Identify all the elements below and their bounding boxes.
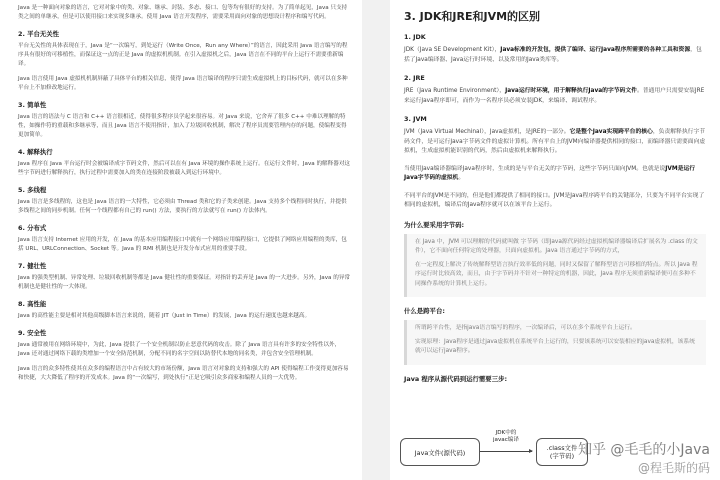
left-section-heading: 8. 高性能 (18, 300, 47, 308)
left-section-paragraph: Java 语言的众多特性使其在众多的编程语言中占有较大的市场份额，Java 语言对对象的支持和强大的 API 使得编程工作变得更加容易和快捷，大大降低了程序的开发成本。Java 的“一次编写，到处执行”正是它吸引众多商家和编程人员的一大优势。 (18, 366, 349, 381)
cross-platform-heading: 什么是跨平台: (404, 307, 445, 315)
class-file-box: .class文件 (字节码) (536, 438, 588, 466)
jvm-paragraph-3: 不同平台的JVM是不同的，但是他们都提供了相同的接口。JVM是Java程序跨平台的关键部分，只要为不同平台实现了相同的虚拟机，编译后的Java程序就可以在该平台上运行。 (404, 192, 705, 208)
column-divider (362, 0, 390, 480)
left-sections (18, 29, 352, 383)
left-section-heading: 9. 安全性 (18, 329, 47, 337)
left-section-paragraph: Java 语言支持 Internet 应用的开发，在 Java 的基本应用编程接口中就有一个网络应用编程接口，它提供了网络应用编程的类库，包括 URL、URLConnection、Socket 等。Java 的 RMI 机制也是开发分布式应用的重要手段。 (18, 237, 347, 252)
left-section-heading: 4. 解释执行 (18, 148, 53, 156)
watermark-line-1: 知乎 @毛毛的小Java (577, 442, 710, 458)
why-bytecode-quote (404, 234, 706, 298)
left-section-heading: 6. 分布式 (18, 224, 47, 232)
left-section-heading: 7. 健壮性 (18, 262, 47, 270)
source-file-box: Java文件(源代码) (400, 438, 480, 466)
javac-label: JDK中的 javac编译 (493, 430, 519, 443)
left-section-paragraph: 平台无关性的具体表现在于，Java 是“一次编写，到处运行（Write Once，Run any Where）”的语言，因此采用 Java 语言编写的程序具有很好的可移植性，而保证这一点的正是 Java 的虚拟机机制。在引入虚拟机之后，Java 语言在不同的平台上运行不需要重新编译。 (18, 43, 348, 67)
watermark (578, 439, 710, 476)
jdk-heading: 1. JDK (404, 33, 426, 41)
left-section-paragraph: Java 通常被用在网络环境中，为此，Java 提供了一个安全机制以防止恶意代码的攻击。除了 Java 语言具有许多的安全特性以外，Java 还对通过网络下载的类增加一个安全防范机制，分配不同的名字空间以防替代本地的同名类，并包含安全管理机制。 (18, 342, 341, 357)
cross-platform-quote (404, 320, 706, 365)
jre-paragraph: JRE（Java Runtime Environment），Java运行时环境，用于解释执行Java的字节码文件。普通用户只需要安装JRE来运行Java程序即可，而作为一名程序员必须安装JDK，来编译、调试程序。 (404, 88, 705, 104)
left-section-heading: 2. 平台无关性 (18, 30, 60, 38)
right-column (390, 0, 720, 480)
watermark-line-2: @程毛斯的码 (637, 461, 710, 475)
left-section-paragraph: Java 的高性能主要是相对其他高级脚本语言来说的，随着 JIT（Just in Time）的发展，Java 的运行速度也越来越高。 (18, 313, 311, 319)
left-section-paragraph: Java 语言的语法与 C 语言和 C++ 语言很相近，使得很多程序员学起来很容易。对 Java 来说，它舍弃了很多 C++ 中难以理解的特性，如操作符的重载和多继承等，而且 Java 语言不使用指针，加入了垃圾回收机制，解决了程序员需要管理内存的问题，使编程变得更加简单。 (18, 114, 347, 138)
left-section-paragraph: Java 语言是多线程的，这也是 Java 语言的一大特性，它必须由 Thread 类和它的子类来创建。Java 支持多个线程同时执行，并提供多线程之间的同步机制。任何一个线程都有自己的 run() 方法，要执行的方法就写在 run() 方法体内。 (18, 199, 347, 214)
cross-quote-line: 所谓跨平台性，是指java语言编写的程序，一次编译后，可以在多个系统平台上运行。 (415, 325, 636, 331)
jvm-paragraph-1: JVM（Java Virtual Mechinal），Java虚拟机，是JRE的一部分。它是整个Java实现跨平台的核心，负责解释执行字节码文件，是可运行Java字节码文件的虚拟计算机。所有平台上的JVM向编译器提供相同的接口，而编译器只需要面向虚拟机，生成虚拟机能识别的代码，然后由虚拟机来解释执行。 (404, 129, 706, 154)
left-section-heading: 5. 多线程 (18, 186, 47, 194)
why-bytecode-heading: 为什么要采用字节码: (404, 220, 465, 229)
three-steps-heading: Java 程序从源代码到运行需要三步: (404, 374, 508, 383)
why-quote-line: 在一定程度上解决了传统解释型语言执行效率低的问题，同时又保留了解释型语言可移植的特点。所以 Java 程序运行时比较高效，而且，由于字节码并不针对一种特定的机器，因此，Java 程序无须重新编译便可在多种不同操作系统的计算机上运行。 (415, 261, 698, 287)
jre-heading: 2. JRE (404, 74, 425, 82)
jvm-paragraph-2: 当使用Java编译器编译Java程序时，生成的是与平台无关的字节码，这些字节码只面向JVM。也就是说JVM是运行Java字节码的虚拟机。 (404, 165, 696, 181)
jvm-heading: 3. JVM (404, 115, 427, 123)
why-quote-line: 在 Java 中，JVM 可以理解的代码就叫做 字节码（即Java源代码经过虚拟机编译器编译后扩展名为 .class 的文件），它不面向任何特定的处理器，只面向虚拟机。Java 语言通过字节码的方式， (415, 238, 698, 254)
left-section-paragraph: Java 的强类型机制、异常处理、垃圾回收机制等都是 Java 健壮性的重要保证。对指针的丢弃是 Java 的一大进步。另外，Java 的异常机制也是健壮性的一大体现。 (18, 275, 351, 290)
section-title: 3. JDK和JRE和JVM的区别 (404, 10, 541, 23)
left-section-paragraph: Java 语言使用 Java 虚拟机机制屏蔽了具体平台的相关信息，使得 Java 语言编译的程序只需生成虚拟机上的目标代码，就可以在多种平台上不加修改地运行。 (18, 76, 348, 91)
compile-arrow (480, 451, 532, 452)
cross-quote-line: 实现原理：Java程序是通过java虚拟机在系统平台上运行的，只要该系统可以安装相应的java虚拟机，该系统就可以运行java程序。 (415, 338, 696, 354)
left-section-paragraph: Java 程序在 Java 平台运行时会被编译成字节码文件，然后可以在有 Java 环境的操作系统上运行。在运行文件时，Java 的解释器对这些字节码进行解释执行，执行过程中需要加入的类在连接阶段被载入到运行环境中。 (18, 161, 351, 176)
intro-paragraph: Java 是一种面向对象的语言，它对对象中的类、对象、继承、封装、多态、接口、包等均有很好的支持。为了简单起见，Java 只支持类之间的单继承，但是可以使用接口来实现多继承。使用 Java 语言开发程序，需要采用面向对象的思想设计程序和编写代码。 (18, 5, 348, 20)
jdk-paragraph: JDK（Java SE Development Kit），Java标准的开发包，提供了编译、运行Java程序所需要的各种工具和资源，包括了Java编译器、Java运行时环境、以及常用的Java类库等。 (404, 47, 702, 63)
left-section-heading: 3. 简单性 (18, 101, 47, 109)
